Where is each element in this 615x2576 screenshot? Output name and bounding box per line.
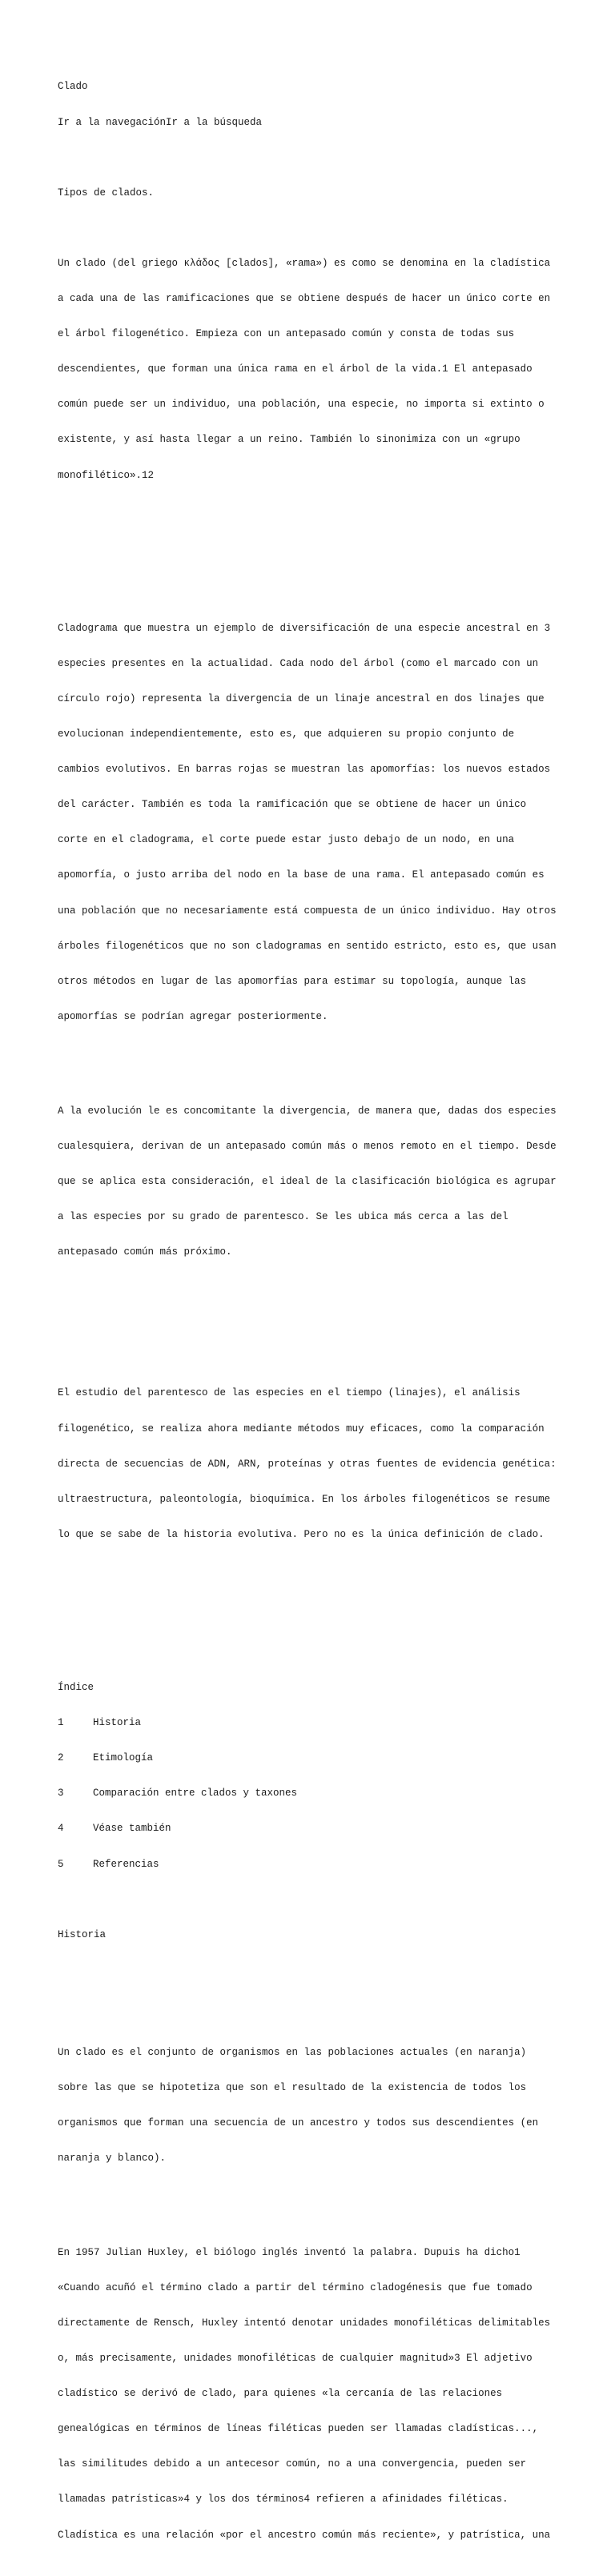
text-line: lo que se sabe de la historia evolutiva. Pero no es la única definición de clado. — [58, 1528, 545, 1540]
text-line: En 1957 Julian Huxley, el biólogo inglés inventó la palabra. Dupuis ha dicho1 — [58, 2246, 521, 2258]
text-line: A la evolución le es concomitante la divergencia, de manera que, dadas dos especies — [58, 1105, 557, 1117]
text-line: apomorfías se podrían agregar posteriormente. — [58, 1010, 328, 1022]
text-line: apomorfía, o justo arriba del nodo en la base de una rama. El antepasado común es — [58, 869, 545, 881]
document-title: Clado — [58, 81, 88, 93]
image-caption-types: Tipos de clados. — [58, 187, 155, 199]
toc-heading: Índice — [58, 1681, 94, 1693]
toc-number: 1 — [58, 1717, 64, 1729]
text-line: o, más precisamente, unidades monofiléticas de cualquier magnitud»3 El adjetivo — [58, 2353, 533, 2365]
history-paragraph-1 — [58, 2023, 562, 2188]
text-line: a las especies por su grado de parentesco. Se les ubica más cerca a las del — [58, 1210, 508, 1222]
text-line: Un clado (del griego κλάδος [clados], «rama») es como se denomina en la cladística — [58, 257, 551, 269]
toc-label[interactable]: Véase también — [93, 1823, 171, 1835]
toc-number: 5 — [58, 1858, 64, 1870]
text-line: común puede ser un individuo, una población, una especie, no importa si extinto o — [58, 399, 545, 411]
text-line: existente, y así hasta llegar a un reino. También lo sinonimiza con un «grupo — [58, 434, 521, 446]
text-line: Cladograma que muestra un ejemplo de diversificación de una especie ancestral en 3 — [58, 622, 551, 634]
text-line: llamadas patrísticas»4 y los dos términos4 refieren a afinidades filéticas. — [58, 2494, 508, 2506]
intro-paragraph — [58, 235, 562, 505]
table-of-contents — [58, 1659, 562, 1894]
text-line: Un clado es el conjunto de organismos en las poblaciones actuales (en naranja) — [58, 2046, 527, 2058]
text-line: «Cuando acuñó el término clado a partir del término cladogénesis que fue tomado — [58, 2281, 533, 2293]
cladogram-caption-paragraph — [58, 599, 562, 1046]
text-line: organismos que forman una secuencia de un ancestro y todos sus descendientes (en — [58, 2117, 539, 2129]
text-line: evolucionan independientemente, esto es, que adquieren su propio conjunto de — [58, 728, 515, 740]
text-line: una población que no necesariamente está compuesta de un único individuo. Hay otros — [58, 905, 557, 917]
text-line: corte en el cladograma, el corte puede estar justo debajo de un nodo, en una — [58, 834, 515, 846]
history-paragraph-2 — [58, 2223, 562, 2564]
text-line: monofilético».12 — [58, 469, 155, 481]
toc-item-historia[interactable] — [58, 1717, 562, 1729]
evolution-paragraph — [58, 1081, 562, 1282]
text-line: especies presentes en la actualidad. Cada nodo del árbol (como el marcado con un — [58, 657, 539, 669]
text-line: Cladística es una relación «por el ancestro común más reciente», y patrística, una — [58, 2529, 551, 2541]
text-line: sobre las que se hipotetiza que son el resultado de la existencia de todos los — [58, 2081, 527, 2093]
toc-number: 3 — [58, 1788, 64, 1800]
text-line: cladístico se derivó de clado, para quienes «la cercanía de las relaciones — [58, 2388, 503, 2400]
toc-item-vease-tambien[interactable] — [58, 1823, 562, 1835]
toc-item-referencias[interactable] — [58, 1859, 562, 1871]
toc-label[interactable]: Comparación entre clados y taxones — [93, 1788, 298, 1800]
text-line: cualesquiera, derivan de un antepasado común más o menos remoto en el tiempo. Desde — [58, 1140, 557, 1152]
text-line: genealógicas en términos de líneas filéticas pueden ser llamadas cladísticas..., — [58, 2423, 539, 2435]
toc-label[interactable]: Historia — [93, 1717, 142, 1729]
toc-label[interactable]: Referencias — [93, 1858, 159, 1870]
text-line: árboles filogenéticos que no son cladogramas en sentido estricto, esto es, que usan — [58, 940, 557, 952]
text-line: las similitudes debido a un antecesor común, no a una convergencia, pueden ser — [58, 2458, 527, 2470]
toc-number: 2 — [58, 1752, 64, 1764]
text-line: filogenético, se realiza ahora mediante métodos muy eficaces, como la comparación — [58, 1422, 545, 1434]
text-line: descendientes, que forman una única rama en el árbol de la vida.1 El antepasado — [58, 363, 533, 375]
toc-item-comparacion[interactable] — [58, 1788, 562, 1800]
text-line: naranja y blanco). — [58, 2153, 167, 2165]
text-line: antepasado común más próximo. — [58, 1246, 232, 1258]
toc-number: 4 — [58, 1823, 64, 1835]
navigation-links-text[interactable]: Ir a la navegaciónIr a la búsqueda — [58, 116, 263, 128]
text-line: cambios evolutivos. En barras rojas se muestran las apomorfías: los nuevos estados — [58, 764, 551, 776]
text-line: a cada una de las ramificaciones que se obtiene después de hacer un único corte en — [58, 293, 551, 305]
text-line: ultraestructura, paleontología, bioquímica. En los árboles filogenéticos se resume — [58, 1493, 551, 1505]
document-page — [58, 58, 562, 2576]
text-line: el árbol filogenético. Empieza con un antepasado común y consta de todas sus — [58, 328, 515, 340]
text-line: El estudio del parentesco de las especies en el tiempo (linajes), el análisis — [58, 1387, 521, 1399]
study-paragraph — [58, 1364, 562, 1564]
history-heading: Historia — [58, 1928, 107, 1940]
toc-label[interactable]: Etimología — [93, 1752, 154, 1764]
text-line: directa de secuencias de ADN, ARN, proteínas y otras fuentes de evidencia genética: — [58, 1458, 557, 1470]
toc-item-etimologia[interactable] — [58, 1752, 562, 1764]
text-line: círculo rojo) representa la divergencia de un linaje ancestral en dos linajes que — [58, 692, 545, 704]
text-line: del carácter. También es toda la ramificación que se obtiene de hacer un único — [58, 799, 527, 811]
text-line: que se aplica esta consideración, el ideal de la clasificación biológica es agrupar — [58, 1175, 557, 1187]
text-line: directamente de Rensch, Huxley intentó denotar unidades monofiléticas delimitables — [58, 2317, 551, 2329]
text-line: otros métodos en lugar de las apomorfías para estimar su topología, aunque las — [58, 975, 527, 987]
